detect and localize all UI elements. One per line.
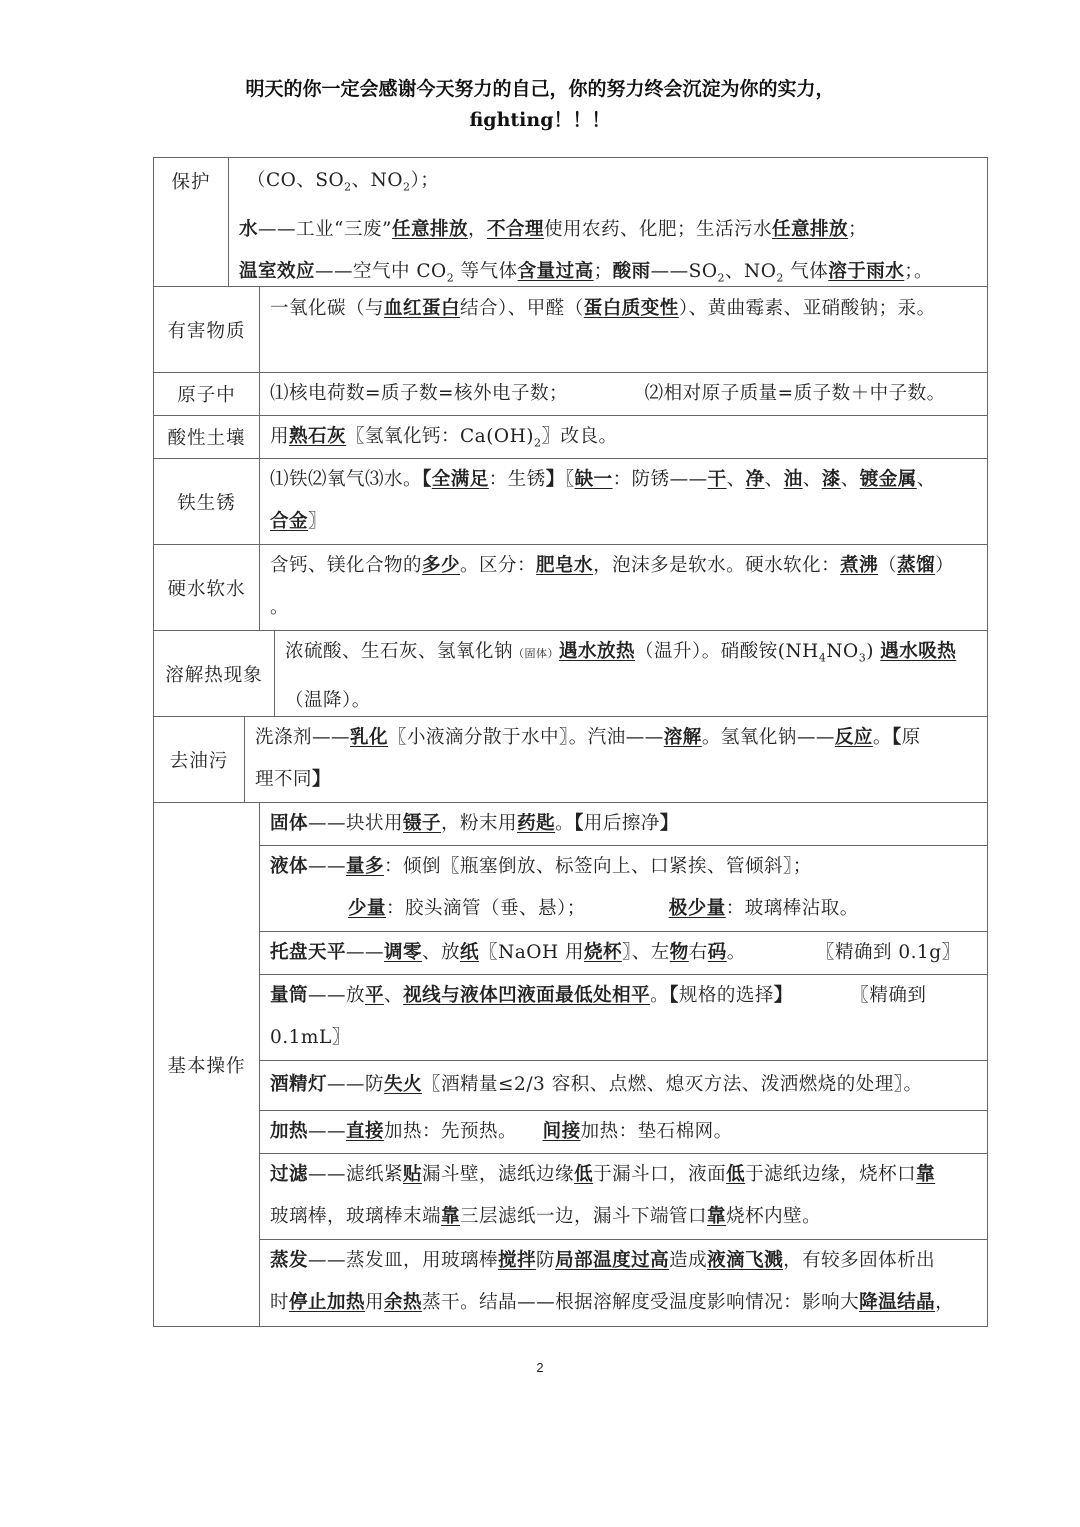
op-cylinder: 量筒——放平、视线与液体凹液面最低处相平。【规格的选择】 〖精确到 0.1mL〗: [260, 975, 987, 1061]
row-content: 用熟石灰〖氢氧化钙：$Ca(OH)_2$〗改良。: [270, 426, 618, 450]
op-solid: 固体——块状用镊子，粉末用药匙。【用后擦净】: [260, 803, 987, 846]
motto-line-2: fighting！！！: [469, 109, 611, 131]
row-content: 洗涤剂——乳化〖小液滴分散于水中〗。汽油——溶解。氢氧化钠——反应。【原 理不同】: [255, 727, 921, 790]
row-label: 溶解热现象: [154, 631, 275, 716]
op-evaporation: 蒸发——蒸发皿，用玻璃棒搅拌防局部温度过高造成液滴飞溅，有较多固体析出 时停止加热用余热蒸干。结晶——根据溶解度受温度影响情况：影响大降温结晶，: [270, 1250, 955, 1313]
row-content: （CO、$SO_2$、$NO_2$）； 水——工业“三废”任意排放，不合理使用农药、化肥；生活污水任意排放； 温室效应——空气中 $CO_2$ 等气体含量过高；酸雨$——SO_2$、$NO_2$ 气体溶于雨水；。: [239, 170, 934, 285]
row-label: 去油污: [154, 717, 245, 802]
page-number: 2: [536, 1360, 544, 1375]
row-label: 原子中: [154, 373, 260, 415]
motto-line-1: 明天的你一定会感谢今天努力的自己，你的努力终会沉淀为你的实力，: [245, 78, 835, 100]
row-content: 浓硫酸、生石灰、氢氧化钠（固体）遇水放热（温升）。硝酸铵$(NH_4NO_3)$ 遇水吸热 （温降）。: [285, 641, 957, 711]
row-content: ⑴铁⑵氧气⑶水。【全满足：生锈】〖缺一：防锈——干、净、油、漆、镀金属、 合金〗: [270, 469, 936, 532]
op-heating: 加热——直接加热：先预热。 间接加热：垫石棉网。: [260, 1111, 987, 1154]
row-rust: [153, 459, 988, 545]
row-label: 保护: [154, 158, 229, 286]
row-atom: [153, 373, 988, 416]
row-harmful: [153, 287, 988, 373]
row-protect: [153, 157, 988, 287]
row-label: 铁生锈: [154, 459, 260, 544]
op-alcohol-lamp: 酒精灯——防失火〖酒精量≤2/3 容积、点燃、熄灭方法、泼洒燃烧的处理〗。: [260, 1061, 987, 1111]
op-balance: 托盘天平——调零、放纸〖NaOH 用烧杯〗、左物右码。 〖精确到 0.1g〗: [260, 932, 987, 975]
basic-ops-content: [260, 803, 987, 1326]
row-acid-soil: [153, 416, 988, 459]
row-label: 硬水软水: [154, 545, 260, 630]
page-header: [0, 74, 1080, 136]
row-content: 一氧化碳（与血红蛋白结合）、甲醛（蛋白质变性）、黄曲霉素、亚硝酸钠；汞。: [270, 298, 936, 319]
row-content: 含钙、镁化合物的多少。区分：肥皂水，泡沫多是软水。硬水软化：煮沸（蒸馏） 。: [270, 555, 955, 618]
op-filtration: 过滤——滤纸紧贴漏斗壁，滤纸边缘低于漏斗口，液面低于滤纸边缘，烧杯口靠 玻璃棒，玻璃棒末端靠三层滤纸一边，漏斗下端管口靠烧杯内壁。: [260, 1154, 987, 1240]
row-label: 基本操作: [154, 803, 260, 1326]
op-liquid: 液体——量多：倾倒〖瓶塞倒放、标签向上、口紧挨、管倾斜〗； 少量：胶头滴管（垂、悬）； 极少量：玻璃棒沾取。: [260, 846, 987, 932]
row-degrease: [153, 717, 988, 803]
row-hard-water: [153, 545, 988, 631]
row-basic-ops: [153, 803, 988, 1327]
row-content: ⑴核电荷数=质子数=核外电子数； ⑵相对原子质量=质子数＋中子数。: [270, 383, 946, 404]
row-label: 酸性土壤: [154, 416, 260, 458]
row-label: 有害物质: [154, 287, 260, 372]
row-dissolve-heat: [153, 631, 988, 717]
